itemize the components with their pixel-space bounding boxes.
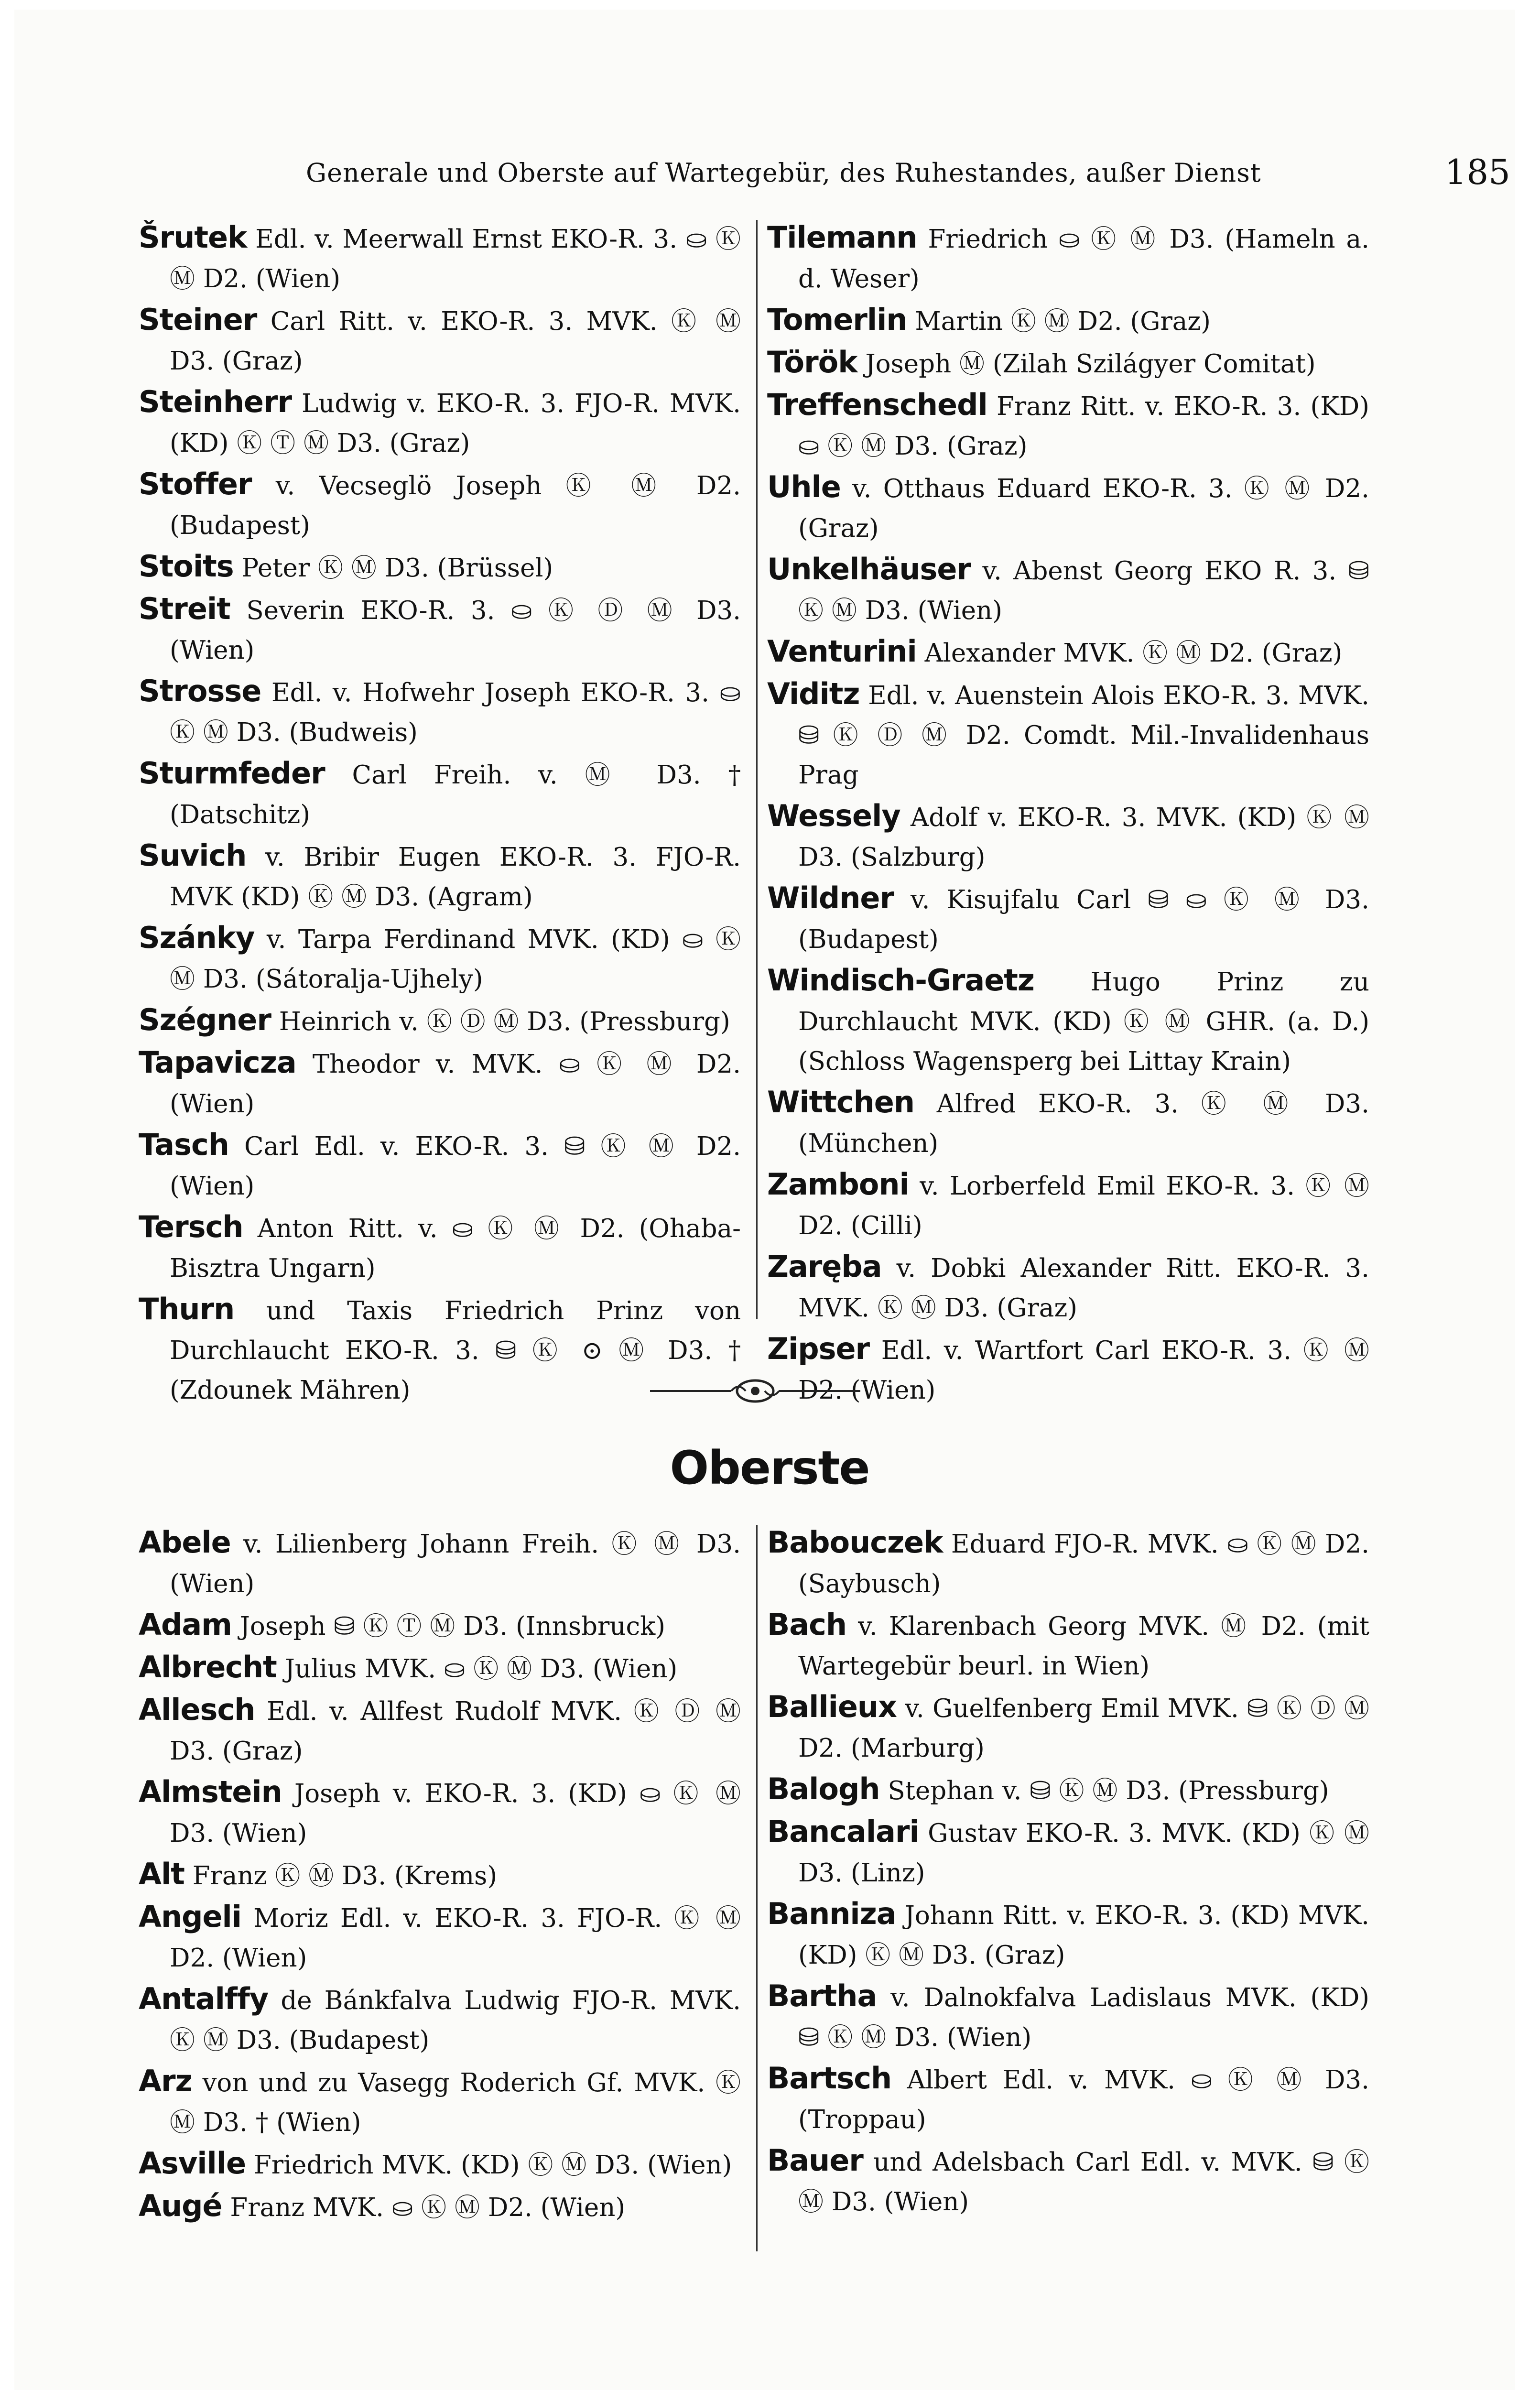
entry-surname: Steiner <box>139 302 257 337</box>
entry-surname: Tersch <box>139 1209 243 1244</box>
directory-entry <box>767 549 1369 630</box>
entry-details: Gustav EKO-R. 3. MVK. (KD) Ⓚ Ⓜ D3. (Linz) <box>798 1819 1369 1888</box>
entry-details: Carl Edl. v. EKO-R. 3. ⛁ Ⓚ Ⓜ D2. (Wien) <box>170 1132 741 1201</box>
running-title: Generale und Oberste auf Wartegebür, des Ruhestandes, außer Dienst <box>306 158 1261 188</box>
directory-entry <box>767 631 1369 673</box>
entry-details: Alfred EKO-R. 3. Ⓚ Ⓜ D3. (München) <box>798 1089 1369 1158</box>
directory-entry <box>139 464 741 545</box>
directory-entry <box>767 960 1369 1081</box>
entry-surname: Balogh <box>767 1771 880 1806</box>
entry-surname: Augé <box>139 2188 222 2223</box>
directory-entry <box>767 467 1369 548</box>
entry-details: Johann Ritt. v. EKO-R. 3. (KD) MVK. (KD) Ⓚ Ⓜ D3. (Graz) <box>798 1901 1369 1970</box>
directory-entry <box>139 589 741 670</box>
entry-surname: Tasch <box>139 1127 229 1162</box>
entry-surname: Bauer <box>767 2143 863 2178</box>
entry-details: Edl. v. Allfest Rudolf MVK. Ⓚ Ⓓ Ⓜ D3. (Graz) <box>170 1697 741 1766</box>
directory-entry <box>139 1043 741 1124</box>
entry-details: Hugo Prinz zu Durchlaucht MVK. (KD) Ⓚ Ⓜ GHR. (a. D.) (Schloss Wagensperg bei Littay Krain) <box>798 967 1369 1076</box>
entry-surname: Suvich <box>139 838 247 873</box>
directory-entry <box>767 1894 1369 1975</box>
entry-surname: Bartsch <box>767 2061 892 2096</box>
entry-details: v. Dobki Alexander Ritt. EKO-R. 3. MVK. Ⓚ Ⓜ D3. (Graz) <box>798 1254 1369 1323</box>
entry-details: und Taxis Friedrich Prinz von Durchlaucht EKO-R. 3. ⛁ Ⓚ ⊙ Ⓜ D3. † (Zdounek Mähren) <box>170 1296 741 1405</box>
entry-details: v. Vecseglö Joseph Ⓚ Ⓜ D2. (Budapest) <box>170 471 741 540</box>
entry-surname: Sturmfeder <box>139 756 325 791</box>
directory-entry <box>139 1772 741 1853</box>
directory-entry <box>767 385 1369 466</box>
entry-surname: Wittchen <box>767 1085 914 1119</box>
entry-surname: Šrutek <box>139 220 247 255</box>
entry-details: Carl Freih. v. Ⓜ D3. † (Datschitz) <box>170 760 741 829</box>
entry-surname: Steinherr <box>139 384 292 419</box>
entry-surname: Almstein <box>139 1774 282 1809</box>
entry-surname: Török <box>767 345 857 380</box>
entry-surname: Arz <box>139 2064 192 2098</box>
entry-surname: Banniza <box>767 1896 896 1931</box>
lower-right-column <box>767 1522 1369 2223</box>
directory-entry <box>767 878 1369 959</box>
entry-surname: Bancalari <box>767 1814 919 1849</box>
entry-details: Edl. v. Meerwall Ernst EKO-R. 3. ⛀ Ⓚ Ⓜ D2. (Wien) <box>170 225 741 293</box>
directory-entry <box>139 1125 741 1206</box>
entry-details: Adolf v. EKO-R. 3. MVK. (KD) Ⓚ Ⓜ D3. (Salzburg) <box>798 803 1370 872</box>
lower-left-column <box>139 1522 741 2228</box>
entry-details: Theodor v. MVK. ⛀ Ⓚ Ⓜ D2. (Wien) <box>170 1050 741 1119</box>
entry-details: Edl. v. Hofwehr Joseph EKO-R. 3. ⛀ Ⓚ Ⓜ D3. (Budweis) <box>170 678 741 747</box>
column-divider-lower <box>756 1525 758 2251</box>
directory-entry <box>139 546 741 588</box>
directory-entry <box>767 1687 1369 1768</box>
entry-details: Franz Ⓚ Ⓜ D3. (Krems) <box>192 1861 498 1890</box>
entry-surname: Angeli <box>139 1899 242 1934</box>
entry-surname: Zipser <box>767 1331 870 1366</box>
directory-entry <box>139 918 741 999</box>
entry-details: v. Lilienberg Johann Freih. Ⓚ Ⓜ D3. (Wien) <box>170 1530 741 1598</box>
entry-details: v. Guelfenberg Emil MVK. ⛁ Ⓚ Ⓓ Ⓜ D2. (Marburg) <box>798 1694 1369 1763</box>
entry-details: Stephan v. ⛁ Ⓚ Ⓜ D3. (Pressburg) <box>888 1776 1329 1805</box>
entry-surname: Tomerlin <box>767 302 907 337</box>
entry-surname: Allesch <box>139 1692 255 1727</box>
entry-details: Albert Edl. v. MVK. ⛀ Ⓚ Ⓜ D3. (Troppau) <box>798 2065 1369 2134</box>
entry-details: Joseph v. EKO-R. 3. (KD) ⛀ Ⓚ Ⓜ D3. (Wien) <box>170 1779 741 1848</box>
directory-entry <box>767 300 1369 341</box>
entry-surname: Adam <box>139 1607 232 1642</box>
entry-surname: Streit <box>139 591 230 626</box>
directory-entry <box>139 1854 741 1896</box>
directory-entry <box>767 674 1369 795</box>
directory-entry <box>767 1769 1369 1811</box>
directory-entry <box>767 1812 1369 1893</box>
directory-entry <box>139 382 741 463</box>
directory-entry <box>767 1522 1369 1604</box>
entry-surname: Zamboni <box>767 1167 909 1202</box>
entry-details: de Bánkfalva Ludwig FJO-R. MVK. Ⓚ Ⓜ D3. (Budapest) <box>170 1986 741 2055</box>
entry-surname: Wildner <box>767 880 894 915</box>
directory-entry <box>767 2140 1369 2222</box>
entry-details: v. Abenst Georg EKO R. 3. ⛁ Ⓚ Ⓜ D3. (Wien) <box>798 556 1369 625</box>
entry-details: Heinrich v. Ⓚ Ⓓ Ⓜ D3. (Pressburg) <box>279 1007 730 1036</box>
entry-surname: Tilemann <box>767 220 917 255</box>
entry-details: Alexander MVK. Ⓚ Ⓜ D2. (Graz) <box>924 639 1343 668</box>
directory-entry <box>767 342 1369 384</box>
entry-details: Franz Ritt. v. EKO-R. 3. (KD) ⛀ Ⓚ Ⓜ D3. (Graz) <box>798 392 1369 461</box>
directory-entry <box>139 1897 741 1978</box>
entry-details: Julius MVK. ⛀ Ⓚ Ⓜ D3. (Wien) <box>284 1654 678 1684</box>
entry-surname: Bartha <box>767 1978 877 2013</box>
entry-surname: Tapavicza <box>139 1045 296 1080</box>
entry-details: Severin EKO-R. 3. ⛀ Ⓚ Ⓓ Ⓜ D3. (Wien) <box>170 596 741 665</box>
entry-details: v. Lorberfeld Emil EKO-R. 3. Ⓚ Ⓜ D2. (Cilli) <box>798 1172 1369 1240</box>
directory-entry <box>139 2186 741 2227</box>
entry-surname: Uhle <box>767 469 841 504</box>
directory-entry <box>139 1207 741 1288</box>
directory-entry <box>139 217 741 299</box>
entry-surname: Strosse <box>139 674 261 708</box>
section-heading: Oberste <box>670 1441 869 1495</box>
column-divider-upper <box>756 220 758 1319</box>
directory-entry <box>767 1605 1369 1686</box>
entry-surname: Venturini <box>767 634 917 669</box>
directory-entry <box>767 1164 1369 1246</box>
directory-entry <box>767 1976 1369 2057</box>
upper-right-column <box>767 217 1369 1411</box>
ornament-divider <box>650 1377 860 1405</box>
entry-surname: Asville <box>139 2146 246 2181</box>
directory-entry <box>139 1690 741 1771</box>
entry-surname: Zaręba <box>767 1249 882 1284</box>
entry-details: Carl Ritt. v. EKO-R. 3. MVK. Ⓚ Ⓜ D3. (Graz) <box>170 307 741 376</box>
entry-surname: Antalffy <box>139 1981 269 2016</box>
entry-details: Joseph ⛁ Ⓚ Ⓣ Ⓜ D3. (Innsbruck) <box>239 1612 665 1641</box>
entry-surname: Alt <box>139 1857 184 1891</box>
directory-entry <box>139 1522 741 1604</box>
entry-details: v. Bribir Eugen EKO-R. 3. FJO-R. MVK (KD) Ⓚ Ⓜ D3. (Agram) <box>170 843 741 912</box>
directory-entry <box>139 1979 741 2060</box>
entry-details: v. Kisujfalu Carl ⛁ ⛀ Ⓚ Ⓜ D3. (Budapest) <box>798 885 1369 954</box>
directory-entry <box>139 1000 741 1042</box>
entry-details: v. Klarenbach Georg MVK. Ⓜ D2. (mit Wartegebür beurl. in Wien) <box>798 1612 1369 1681</box>
directory-entry <box>767 796 1369 877</box>
entry-surname: Unkelhäuser <box>767 552 971 587</box>
page-number: 185 <box>1444 152 1510 192</box>
entry-surname: Windisch-Graetz <box>767 963 1035 998</box>
entry-surname: Albrecht <box>139 1650 277 1684</box>
entry-details: Martin Ⓚ Ⓜ D2. (Graz) <box>915 307 1211 336</box>
entry-surname: Szánky <box>139 920 255 955</box>
directory-entry <box>139 753 741 835</box>
entry-details: Franz MVK. ⛀ Ⓚ Ⓜ D2. (Wien) <box>230 2193 626 2222</box>
entry-surname: Wessely <box>767 798 900 833</box>
entry-details: Friedrich MVK. (KD) Ⓚ Ⓜ D3. (Wien) <box>253 2151 732 2180</box>
directory-entry <box>767 217 1369 299</box>
entry-surname: Stoffer <box>139 467 252 501</box>
entry-surname: Ballieux <box>767 1689 897 1724</box>
entry-surname: Treffenschedl <box>767 387 987 422</box>
entry-surname: Thurn <box>139 1292 235 1326</box>
directory-entry <box>139 1647 741 1689</box>
entry-details: Friedrich ⛀ Ⓚ Ⓜ D3. (Hameln a. d. Weser) <box>798 225 1369 293</box>
entry-details: Eduard FJO-R. MVK. ⛀ Ⓚ Ⓜ D2. (Saybusch) <box>798 1530 1369 1598</box>
entry-details: Edl. v. Auenstein Alois EKO-R. 3. MVK. ⛁ Ⓚ Ⓓ Ⓜ D2. Comdt. Mil.-Invalidenhaus Prag <box>798 681 1369 790</box>
entry-surname: Viditz <box>767 676 860 711</box>
entry-details: Anton Ritt. v. ⛀ Ⓚ Ⓜ D2. (Ohaba-Bisztra Ungarn) <box>170 1214 741 1283</box>
entry-details: v. Dalnokfalva Ladislaus MVK. (KD) ⛁ Ⓚ Ⓜ D3. (Wien) <box>798 1983 1369 2052</box>
directory-entry <box>767 1082 1369 1163</box>
entry-surname: Bach <box>767 1607 846 1642</box>
directory-entry <box>139 671 741 752</box>
directory-entry <box>767 1247 1369 1328</box>
directory-entry <box>139 836 741 917</box>
directory-entry <box>139 1605 741 1646</box>
directory-entry <box>767 2058 1369 2140</box>
entry-surname: Szégner <box>139 1002 271 1037</box>
entry-surname: Abele <box>139 1525 231 1560</box>
upper-left-column <box>139 217 741 1411</box>
entry-details: Moriz Edl. v. EKO-R. 3. FJO-R. Ⓚ Ⓜ D2. (Wien) <box>170 1904 741 1973</box>
entry-surname: Stoits <box>139 549 234 584</box>
entry-details: Ludwig v. EKO-R. 3. FJO-R. MVK. (KD) Ⓚ Ⓣ Ⓜ D3. (Graz) <box>170 389 741 458</box>
entry-details: von und zu Vasegg Roderich Gf. MVK. Ⓚ Ⓜ D3. † (Wien) <box>170 2068 741 2137</box>
entry-details: Edl. v. Wartfort Carl EKO-R. 3. Ⓚ Ⓜ D2. (Wien) <box>798 1336 1369 1405</box>
directory-entry <box>139 2061 741 2142</box>
running-head <box>296 152 1520 201</box>
entry-details: Peter Ⓚ Ⓜ D3. (Brüssel) <box>241 554 553 583</box>
directory-entry <box>139 300 741 381</box>
entry-details: v. Tarpa Ferdinand MVK. (KD) ⛀ Ⓚ Ⓜ D3. (Sátoralja-Ujhely) <box>170 925 741 994</box>
directory-entry <box>139 2143 741 2185</box>
entry-details: Joseph Ⓜ (Zilah Szilágyer Comitat) <box>865 349 1316 379</box>
entry-details: und Adelsbach Carl Edl. v. MVK. ⛁ Ⓚ Ⓜ D3. (Wien) <box>798 2148 1369 2216</box>
entry-surname: Babouczek <box>767 1525 943 1560</box>
entry-details: v. Otthaus Eduard EKO-R. 3. Ⓚ Ⓜ D2. (Graz) <box>798 474 1369 543</box>
